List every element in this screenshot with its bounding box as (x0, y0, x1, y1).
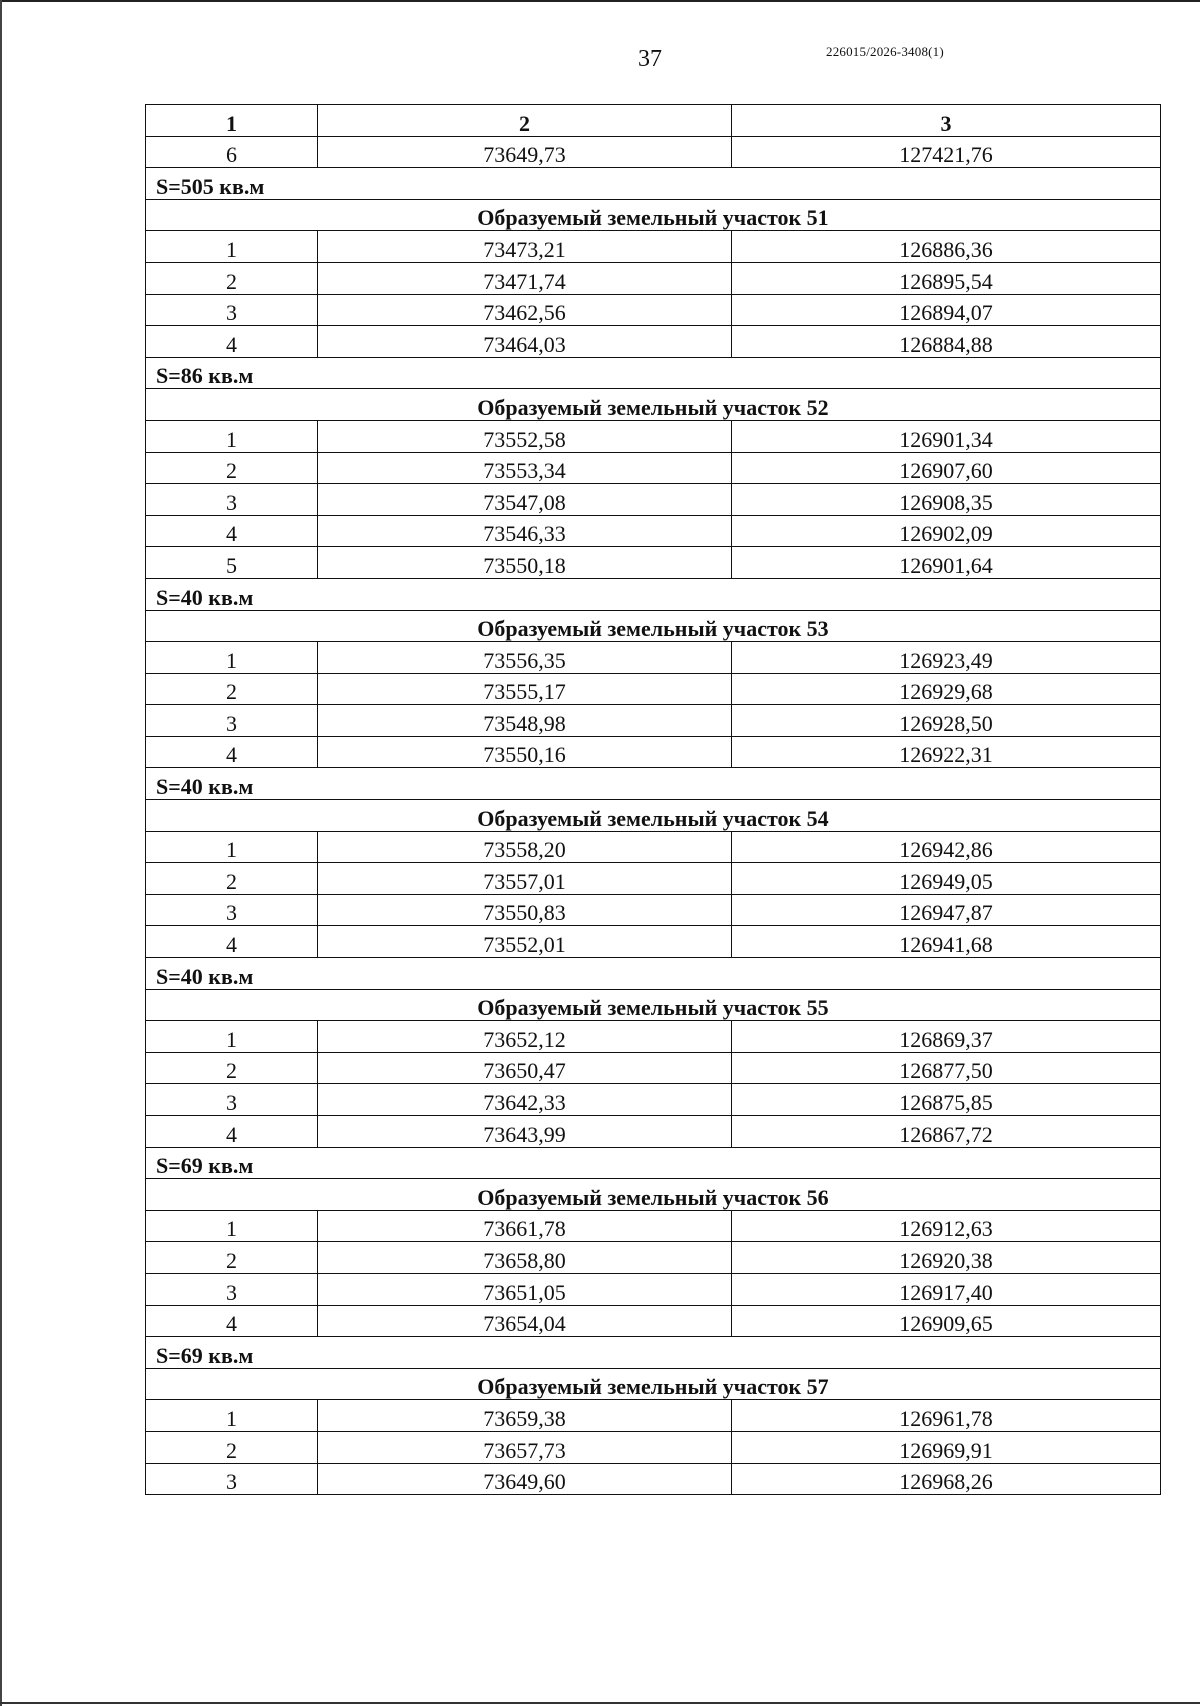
x-coordinate-cell: 73654,04 (318, 1305, 732, 1337)
table-row (146, 136, 1161, 168)
point-number-cell: 2 (146, 1242, 318, 1274)
x-coordinate-cell: 73659,38 (318, 1400, 732, 1432)
x-coordinate-cell: 73471,74 (318, 262, 732, 294)
area-row (146, 1337, 1161, 1369)
x-coordinate-cell: 73651,05 (318, 1273, 732, 1305)
table-row (146, 894, 1161, 926)
y-coordinate-cell: 126901,34 (732, 420, 1161, 452)
area-value: S=69 кв.м (146, 1147, 1161, 1179)
column-header-point-number: 1 (146, 105, 318, 137)
x-coordinate-cell: 73557,01 (318, 863, 732, 895)
x-coordinate-cell: 73643,99 (318, 1116, 732, 1148)
plot-heading: Образуемый земельный участок 57 (146, 1368, 1161, 1400)
plot-heading: Образуемый земельный участок 53 (146, 610, 1161, 642)
point-number-cell: 1 (146, 420, 318, 452)
x-coordinate-cell: 73650,47 (318, 1052, 732, 1084)
point-number-cell: 4 (146, 736, 318, 768)
x-coordinate-cell: 73552,01 (318, 926, 732, 958)
x-coordinate-cell: 73550,18 (318, 547, 732, 579)
table-row (146, 515, 1161, 547)
page-number: 37 (638, 46, 662, 72)
table-row (146, 863, 1161, 895)
y-coordinate-cell: 126884,88 (732, 326, 1161, 358)
x-coordinate-cell: 73550,83 (318, 894, 732, 926)
point-number-cell: 3 (146, 705, 318, 737)
point-number-cell: 4 (146, 326, 318, 358)
point-number-cell: 4 (146, 926, 318, 958)
y-coordinate-cell: 126907,60 (732, 452, 1161, 484)
area-row (146, 768, 1161, 800)
point-number-cell: 4 (146, 1305, 318, 1337)
page-left-edge (0, 0, 2, 1706)
table-row (146, 294, 1161, 326)
point-number-cell: 2 (146, 452, 318, 484)
point-number-cell: 2 (146, 673, 318, 705)
point-number-cell: 4 (146, 1116, 318, 1148)
x-coordinate-cell: 73658,80 (318, 1242, 732, 1274)
x-coordinate-cell: 73547,08 (318, 484, 732, 516)
table-row (146, 673, 1161, 705)
table-row (146, 231, 1161, 263)
point-number-cell: 5 (146, 547, 318, 579)
x-coordinate-cell: 73462,56 (318, 294, 732, 326)
table-row (146, 547, 1161, 579)
table-row (146, 1084, 1161, 1116)
x-coordinate-cell: 73550,16 (318, 736, 732, 768)
table-row (146, 1021, 1161, 1053)
y-coordinate-cell: 126922,31 (732, 736, 1161, 768)
point-number-cell: 6 (146, 136, 318, 168)
coordinates-table (145, 104, 1161, 1495)
area-row (146, 1147, 1161, 1179)
point-number-cell: 3 (146, 484, 318, 516)
point-number-cell: 1 (146, 1210, 318, 1242)
y-coordinate-cell: 126909,65 (732, 1305, 1161, 1337)
table-row (146, 452, 1161, 484)
plot-heading: Образуемый земельный участок 54 (146, 800, 1161, 832)
point-number-cell: 2 (146, 1052, 318, 1084)
plot-heading: Образуемый земельный участок 51 (146, 199, 1161, 231)
area-value: S=40 кв.м (146, 578, 1161, 610)
x-coordinate-cell: 73464,03 (318, 326, 732, 358)
area-value: S=40 кв.м (146, 768, 1161, 800)
y-coordinate-cell: 126947,87 (732, 894, 1161, 926)
point-number-cell: 3 (146, 894, 318, 926)
page-top-edge (0, 0, 1200, 2)
y-coordinate-cell: 126929,68 (732, 673, 1161, 705)
x-coordinate-cell: 73649,60 (318, 1463, 732, 1495)
x-coordinate-cell: 73642,33 (318, 1084, 732, 1116)
plot-heading-row (146, 610, 1161, 642)
x-coordinate-cell: 73556,35 (318, 642, 732, 674)
y-coordinate-cell: 127421,76 (732, 136, 1161, 168)
point-number-cell: 1 (146, 831, 318, 863)
table-row (146, 1400, 1161, 1432)
table-row (146, 1463, 1161, 1495)
point-number-cell: 2 (146, 863, 318, 895)
y-coordinate-cell: 126923,49 (732, 642, 1161, 674)
y-coordinate-cell: 126867,72 (732, 1116, 1161, 1148)
y-coordinate-cell: 126920,38 (732, 1242, 1161, 1274)
y-coordinate-cell: 126895,54 (732, 262, 1161, 294)
y-coordinate-cell: 126886,36 (732, 231, 1161, 263)
y-coordinate-cell: 126928,50 (732, 705, 1161, 737)
table-row (146, 1305, 1161, 1337)
document-reference: 226015/2026-3408(1) (826, 44, 944, 59)
area-value: S=40 кв.м (146, 958, 1161, 990)
y-coordinate-cell: 126969,91 (732, 1431, 1161, 1463)
point-number-cell: 1 (146, 642, 318, 674)
plot-heading-row (146, 1368, 1161, 1400)
column-header-x: 2 (318, 105, 732, 137)
x-coordinate-cell: 73546,33 (318, 515, 732, 547)
table-row (146, 1273, 1161, 1305)
area-row (146, 958, 1161, 990)
y-coordinate-cell: 126961,78 (732, 1400, 1161, 1432)
table-row (146, 1116, 1161, 1148)
y-coordinate-cell: 126908,35 (732, 484, 1161, 516)
table-row (146, 1242, 1161, 1274)
point-number-cell: 1 (146, 231, 318, 263)
area-value: S=69 кв.м (146, 1337, 1161, 1369)
column-header-y: 3 (732, 105, 1161, 137)
point-number-cell: 2 (146, 1431, 318, 1463)
y-coordinate-cell: 126942,86 (732, 831, 1161, 863)
table-row (146, 926, 1161, 958)
x-coordinate-cell: 73661,78 (318, 1210, 732, 1242)
y-coordinate-cell: 126901,64 (732, 547, 1161, 579)
y-coordinate-cell: 126949,05 (732, 863, 1161, 895)
point-number-cell: 3 (146, 1273, 318, 1305)
x-coordinate-cell: 73473,21 (318, 231, 732, 263)
x-coordinate-cell: 73652,12 (318, 1021, 732, 1053)
area-row (146, 168, 1161, 200)
point-number-cell: 1 (146, 1021, 318, 1053)
point-number-cell: 3 (146, 294, 318, 326)
area-value: S=86 кв.м (146, 357, 1161, 389)
point-number-cell: 4 (146, 515, 318, 547)
y-coordinate-cell: 126877,50 (732, 1052, 1161, 1084)
table-row (146, 420, 1161, 452)
x-coordinate-cell: 73649,73 (318, 136, 732, 168)
point-number-cell: 2 (146, 262, 318, 294)
table-row (146, 642, 1161, 674)
x-coordinate-cell: 73657,73 (318, 1431, 732, 1463)
table-row (146, 1210, 1161, 1242)
table-row (146, 831, 1161, 863)
plot-heading-row (146, 1179, 1161, 1211)
coordinates-table-body (146, 105, 1161, 1495)
table-row (146, 736, 1161, 768)
table-row (146, 484, 1161, 516)
table-row (146, 1052, 1161, 1084)
y-coordinate-cell: 126869,37 (732, 1021, 1161, 1053)
point-number-cell: 1 (146, 1400, 318, 1432)
plot-heading: Образуемый земельный участок 55 (146, 989, 1161, 1021)
table-row (146, 262, 1161, 294)
table-row (146, 326, 1161, 358)
point-number-cell: 3 (146, 1463, 318, 1495)
table-row (146, 705, 1161, 737)
plot-heading-row (146, 199, 1161, 231)
plot-heading: Образуемый земельный участок 56 (146, 1179, 1161, 1211)
plot-heading-row (146, 389, 1161, 421)
x-coordinate-cell: 73548,98 (318, 705, 732, 737)
plot-heading-row (146, 989, 1161, 1021)
x-coordinate-cell: 73558,20 (318, 831, 732, 863)
x-coordinate-cell: 73553,34 (318, 452, 732, 484)
point-number-cell: 3 (146, 1084, 318, 1116)
table-row (146, 1431, 1161, 1463)
area-value: S=505 кв.м (146, 168, 1161, 200)
area-row (146, 578, 1161, 610)
plot-heading-row (146, 800, 1161, 832)
y-coordinate-cell: 126875,85 (732, 1084, 1161, 1116)
y-coordinate-cell: 126894,07 (732, 294, 1161, 326)
y-coordinate-cell: 126968,26 (732, 1463, 1161, 1495)
x-coordinate-cell: 73555,17 (318, 673, 732, 705)
y-coordinate-cell: 126902,09 (732, 515, 1161, 547)
area-row (146, 357, 1161, 389)
page-bottom-edge (0, 1702, 1200, 1704)
x-coordinate-cell: 73552,58 (318, 420, 732, 452)
y-coordinate-cell: 126941,68 (732, 926, 1161, 958)
y-coordinate-cell: 126917,40 (732, 1273, 1161, 1305)
table-header-row (146, 105, 1161, 137)
plot-heading: Образуемый земельный участок 52 (146, 389, 1161, 421)
y-coordinate-cell: 126912,63 (732, 1210, 1161, 1242)
